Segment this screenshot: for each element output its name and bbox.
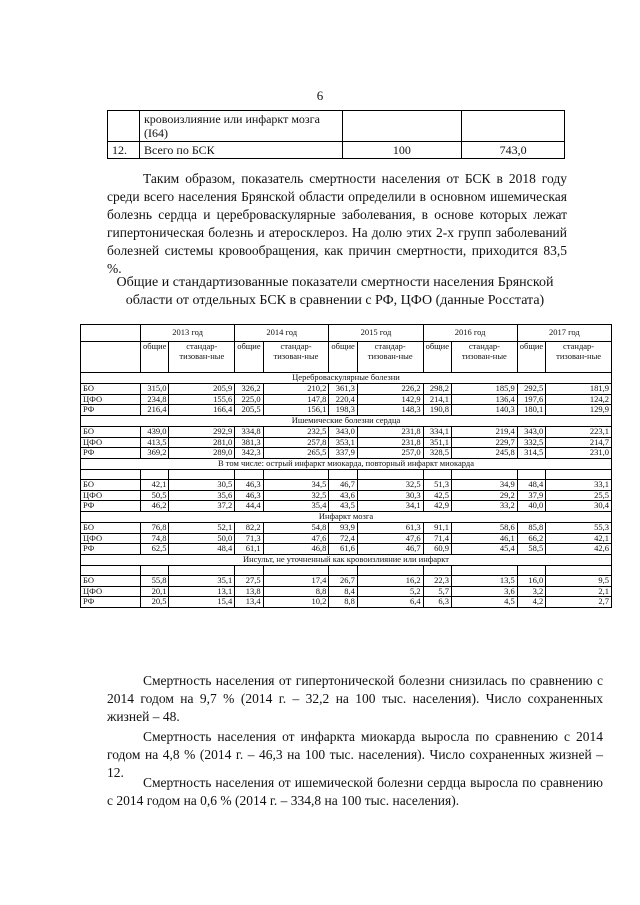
value-cell: 289,0 bbox=[169, 448, 235, 459]
value-cell: 3,2 bbox=[517, 586, 545, 597]
value-cell: 3,6 bbox=[452, 586, 518, 597]
value-cell: 205,5 bbox=[235, 405, 263, 416]
mortality-table bbox=[80, 324, 612, 608]
top-table-cell bbox=[108, 111, 140, 142]
value-cell: 93,9 bbox=[329, 523, 357, 534]
spacer-cell bbox=[81, 470, 141, 480]
value-cell: 32,5 bbox=[357, 480, 423, 491]
page-number: 6 bbox=[316, 88, 324, 103]
region-cell: БО bbox=[81, 384, 141, 395]
value-cell: 42,5 bbox=[423, 490, 451, 501]
table-caption: Общие и стандартизованные показатели смертности населения Брянской области от отдельных БСК в сравнении с РФ, ЦФО (данные Росстата) bbox=[116, 275, 554, 308]
value-cell: 42,1 bbox=[141, 480, 169, 491]
value-cell: 381,3 bbox=[235, 437, 263, 448]
spacer-cell bbox=[169, 566, 235, 576]
value-cell: 30,4 bbox=[546, 501, 612, 512]
value-cell: 190,8 bbox=[423, 405, 451, 416]
value-cell: 13,1 bbox=[169, 586, 235, 597]
value-cell: 91,1 bbox=[423, 523, 451, 534]
value-cell: 136,4 bbox=[452, 394, 518, 405]
section-row bbox=[81, 459, 612, 470]
value-cell: 343,0 bbox=[329, 427, 357, 438]
value-cell: 181,9 bbox=[546, 384, 612, 395]
general-header: общие bbox=[517, 342, 545, 373]
value-cell: 257,0 bbox=[357, 448, 423, 459]
section-row bbox=[81, 373, 612, 384]
value-cell: 72,4 bbox=[329, 533, 357, 544]
value-cell: 61,1 bbox=[235, 544, 263, 555]
spacer-cell bbox=[517, 566, 545, 576]
value-cell: 8,8 bbox=[329, 597, 357, 608]
value-cell: 281,0 bbox=[169, 437, 235, 448]
top-table bbox=[107, 110, 565, 159]
value-cell: 43,5 bbox=[329, 501, 357, 512]
value-cell: 82,2 bbox=[235, 523, 263, 534]
region-cell: БО bbox=[81, 576, 141, 587]
value-cell: 214,7 bbox=[546, 437, 612, 448]
value-cell: 332,5 bbox=[517, 437, 545, 448]
value-cell: 129,9 bbox=[546, 405, 612, 416]
value-cell: 292,9 bbox=[169, 427, 235, 438]
value-cell: 47,6 bbox=[263, 533, 329, 544]
value-cell: 342,3 bbox=[235, 448, 263, 459]
value-cell: 2,1 bbox=[546, 586, 612, 597]
value-cell: 229,7 bbox=[452, 437, 518, 448]
value-cell: 35,6 bbox=[169, 490, 235, 501]
region-cell: РФ bbox=[81, 501, 141, 512]
value-cell: 33,2 bbox=[452, 501, 518, 512]
general-header: общие bbox=[235, 342, 263, 373]
value-cell: 156,1 bbox=[263, 405, 329, 416]
spacer-cell bbox=[81, 566, 141, 576]
value-cell: 142,9 bbox=[357, 394, 423, 405]
value-cell: 13,4 bbox=[235, 597, 263, 608]
value-cell: 17,4 bbox=[263, 576, 329, 587]
value-cell: 33,1 bbox=[546, 480, 612, 491]
value-cell: 22,3 bbox=[423, 576, 451, 587]
value-cell: 205,9 bbox=[169, 384, 235, 395]
value-cell: 71,4 bbox=[423, 533, 451, 544]
spacer-cell bbox=[357, 566, 423, 576]
value-cell: 197,6 bbox=[517, 394, 545, 405]
value-cell: 315,0 bbox=[141, 384, 169, 395]
value-cell: 198,3 bbox=[329, 405, 357, 416]
value-cell: 6,3 bbox=[423, 597, 451, 608]
value-cell: 326,2 bbox=[235, 384, 263, 395]
value-cell: 34,1 bbox=[357, 501, 423, 512]
value-cell: 353,1 bbox=[329, 437, 357, 448]
value-cell: 10,2 bbox=[263, 597, 329, 608]
standardized-header: стандар-тизован-ные bbox=[546, 342, 612, 373]
value-cell: 231,8 bbox=[357, 437, 423, 448]
value-cell: 55,3 bbox=[546, 523, 612, 534]
value-cell: 257,8 bbox=[263, 437, 329, 448]
value-cell: 226,2 bbox=[357, 384, 423, 395]
value-cell: 58,6 bbox=[452, 523, 518, 534]
spacer-cell bbox=[235, 566, 263, 576]
value-cell: 292,5 bbox=[517, 384, 545, 395]
value-cell: 54,8 bbox=[263, 523, 329, 534]
region-cell: ЦФО bbox=[81, 533, 141, 544]
top-table-cell: 12. bbox=[108, 142, 140, 159]
value-cell: 48,4 bbox=[517, 480, 545, 491]
value-cell: 50,5 bbox=[141, 490, 169, 501]
top-table-cell: 743,0 bbox=[462, 142, 565, 159]
table-row bbox=[81, 384, 612, 395]
value-cell: 13,5 bbox=[452, 576, 518, 587]
value-cell: 50,0 bbox=[169, 533, 235, 544]
value-cell: 219,4 bbox=[452, 427, 518, 438]
value-cell: 180,1 bbox=[517, 405, 545, 416]
corner-cell bbox=[81, 342, 141, 373]
year-header: 2013 год bbox=[141, 325, 235, 342]
table-row bbox=[81, 394, 612, 405]
value-cell: 328,5 bbox=[423, 448, 451, 459]
value-cell: 5,2 bbox=[357, 586, 423, 597]
subheader-row bbox=[81, 342, 612, 373]
spacer-cell bbox=[235, 470, 263, 480]
hypertension-paragraph: Смертность населения от гипертонической болезни снизилась по сравнению с 2014 годом на 9,7 % (2014 г. – 32,2 на 100 тыс. населения). Число сохраненных жизней – 48. bbox=[107, 673, 603, 724]
summary-paragraph: Таким образом, показатель смертности населения от БСК в 2018 году среди всего населения Брянской области определили в основном ишемическая болезнь сердца и цереброваскулярные заболевания, в основе которых лежат гипертоническая болезнь и атеросклероз. На долю этих 2-х групп заболеваний болезней системы кровообращения, как причин смертности, приходится 83,5 %. bbox=[107, 171, 567, 276]
value-cell: 210,2 bbox=[263, 384, 329, 395]
spacer-cell bbox=[141, 470, 169, 480]
spacer-row bbox=[81, 566, 612, 576]
value-cell: 15,4 bbox=[169, 597, 235, 608]
value-cell: 16,0 bbox=[517, 576, 545, 587]
corner-cell bbox=[81, 325, 141, 342]
table-row bbox=[81, 597, 612, 608]
value-cell: 343,0 bbox=[517, 427, 545, 438]
value-cell: 234,8 bbox=[141, 394, 169, 405]
region-cell: ЦФО bbox=[81, 586, 141, 597]
value-cell: 9,5 bbox=[546, 576, 612, 587]
standardized-header: стандар-тизован-ные bbox=[452, 342, 518, 373]
value-cell: 46,8 bbox=[263, 544, 329, 555]
spacer-cell bbox=[517, 470, 545, 480]
value-cell: 148,3 bbox=[357, 405, 423, 416]
section-row bbox=[81, 512, 612, 523]
general-header: общие bbox=[329, 342, 357, 373]
table-row bbox=[81, 490, 612, 501]
general-header: общие bbox=[423, 342, 451, 373]
value-cell: 51,3 bbox=[423, 480, 451, 491]
value-cell: 61,3 bbox=[357, 523, 423, 534]
top-table-cell: 100 bbox=[342, 142, 462, 159]
value-cell: 140,3 bbox=[452, 405, 518, 416]
value-cell: 60,9 bbox=[423, 544, 451, 555]
year-header: 2015 год bbox=[329, 325, 423, 342]
value-cell: 71,3 bbox=[235, 533, 263, 544]
region-cell: ЦФО bbox=[81, 394, 141, 405]
value-cell: 48,4 bbox=[169, 544, 235, 555]
region-cell: БО bbox=[81, 523, 141, 534]
value-cell: 42,1 bbox=[546, 533, 612, 544]
value-cell: 369,2 bbox=[141, 448, 169, 459]
value-cell: 25,5 bbox=[546, 490, 612, 501]
year-header: 2016 год bbox=[423, 325, 517, 342]
value-cell: 334,8 bbox=[235, 427, 263, 438]
section-row bbox=[81, 416, 612, 427]
table-row bbox=[81, 544, 612, 555]
spacer-cell bbox=[452, 566, 518, 576]
top-table-cell: кровоизлияние или инфаркт мозга (I64) bbox=[139, 111, 342, 142]
spacer-cell bbox=[263, 566, 329, 576]
region-cell: РФ bbox=[81, 405, 141, 416]
ischemic-paragraph: Смертность населения от ишемической болезни сердца выросла по сравнению с 2014 годом на 0,6 % (2014 г. – 334,8 на 100 тыс. населения). bbox=[107, 775, 603, 808]
value-cell: 66,2 bbox=[517, 533, 545, 544]
value-cell: 155,6 bbox=[169, 394, 235, 405]
value-cell: 8,8 bbox=[263, 586, 329, 597]
year-header: 2017 год bbox=[517, 325, 611, 342]
value-cell: 124,2 bbox=[546, 394, 612, 405]
table-row bbox=[81, 501, 612, 512]
general-header: общие bbox=[141, 342, 169, 373]
value-cell: 20,1 bbox=[141, 586, 169, 597]
spacer-cell bbox=[546, 470, 612, 480]
section-title: Инфаркт мозга bbox=[81, 512, 612, 523]
standardized-header: стандар-тизован-ные bbox=[357, 342, 423, 373]
section-title: Цереброваскулярные болезни bbox=[81, 373, 612, 384]
value-cell: 43,6 bbox=[329, 490, 357, 501]
top-table-row bbox=[108, 111, 565, 142]
value-cell: 147,8 bbox=[263, 394, 329, 405]
value-cell: 46,3 bbox=[235, 490, 263, 501]
value-cell: 231,0 bbox=[546, 448, 612, 459]
value-cell: 45,4 bbox=[452, 544, 518, 555]
value-cell: 26,7 bbox=[329, 576, 357, 587]
value-cell: 35,4 bbox=[263, 501, 329, 512]
spacer-cell bbox=[169, 470, 235, 480]
section-title: Ишемические болезни сердца bbox=[81, 416, 612, 427]
value-cell: 32,5 bbox=[263, 490, 329, 501]
value-cell: 20,5 bbox=[141, 597, 169, 608]
value-cell: 61,6 bbox=[329, 544, 357, 555]
table-row bbox=[81, 533, 612, 544]
value-cell: 265,5 bbox=[263, 448, 329, 459]
value-cell: 16,2 bbox=[357, 576, 423, 587]
spacer-cell bbox=[329, 470, 357, 480]
region-cell: БО bbox=[81, 427, 141, 438]
section-row bbox=[81, 555, 612, 566]
spacer-cell bbox=[141, 566, 169, 576]
value-cell: 40,0 bbox=[517, 501, 545, 512]
spacer-cell bbox=[452, 470, 518, 480]
value-cell: 4,2 bbox=[517, 597, 545, 608]
value-cell: 46,7 bbox=[357, 544, 423, 555]
top-table-row bbox=[108, 142, 565, 159]
value-cell: 46,1 bbox=[452, 533, 518, 544]
value-cell: 62,5 bbox=[141, 544, 169, 555]
section-title: В том числе: острый инфаркт миокарда, повторный инфаркт миокарда bbox=[81, 459, 612, 470]
value-cell: 74,8 bbox=[141, 533, 169, 544]
value-cell: 185,9 bbox=[452, 384, 518, 395]
value-cell: 361,3 bbox=[329, 384, 357, 395]
value-cell: 42,9 bbox=[423, 501, 451, 512]
value-cell: 35,1 bbox=[169, 576, 235, 587]
value-cell: 5,7 bbox=[423, 586, 451, 597]
value-cell: 37,9 bbox=[517, 490, 545, 501]
spacer-cell bbox=[329, 566, 357, 576]
region-cell: ЦФО bbox=[81, 490, 141, 501]
standardized-header: стандар-тизован-ные bbox=[169, 342, 235, 373]
value-cell: 76,8 bbox=[141, 523, 169, 534]
value-cell: 2,7 bbox=[546, 597, 612, 608]
value-cell: 34,9 bbox=[452, 480, 518, 491]
value-cell: 232,5 bbox=[263, 427, 329, 438]
value-cell: 44,4 bbox=[235, 501, 263, 512]
table-row bbox=[81, 576, 612, 587]
table-row bbox=[81, 448, 612, 459]
value-cell: 46,3 bbox=[235, 480, 263, 491]
table-row bbox=[81, 427, 612, 438]
value-cell: 6,4 bbox=[357, 597, 423, 608]
value-cell: 314,5 bbox=[517, 448, 545, 459]
region-cell: ЦФО bbox=[81, 437, 141, 448]
value-cell: 231,8 bbox=[357, 427, 423, 438]
region-cell: РФ bbox=[81, 544, 141, 555]
value-cell: 29,2 bbox=[452, 490, 518, 501]
spacer-cell bbox=[423, 566, 451, 576]
table-row bbox=[81, 480, 612, 491]
value-cell: 55,8 bbox=[141, 576, 169, 587]
table-row bbox=[81, 405, 612, 416]
top-table-cell bbox=[342, 111, 462, 142]
spacer-cell bbox=[546, 566, 612, 576]
region-cell: РФ bbox=[81, 597, 141, 608]
value-cell: 30,3 bbox=[357, 490, 423, 501]
value-cell: 30,5 bbox=[169, 480, 235, 491]
year-header: 2014 год bbox=[235, 325, 329, 342]
spacer-row bbox=[81, 470, 612, 480]
region-cell: БО bbox=[81, 480, 141, 491]
value-cell: 351,1 bbox=[423, 437, 451, 448]
value-cell: 46,2 bbox=[141, 501, 169, 512]
value-cell: 46,7 bbox=[329, 480, 357, 491]
value-cell: 37,2 bbox=[169, 501, 235, 512]
value-cell: 223,1 bbox=[546, 427, 612, 438]
region-cell: РФ bbox=[81, 448, 141, 459]
value-cell: 8,4 bbox=[329, 586, 357, 597]
value-cell: 245,8 bbox=[452, 448, 518, 459]
value-cell: 334,1 bbox=[423, 427, 451, 438]
infarction-paragraph: Смертность населения от инфаркта миокарда выросла по сравнению с 2014 годом на 4,8 % (2014 г. – 46,3 на 100 тыс. населения). Число сохраненных жизней – 12. bbox=[107, 729, 603, 780]
table-row bbox=[81, 586, 612, 597]
value-cell: 42,6 bbox=[546, 544, 612, 555]
table-row bbox=[81, 437, 612, 448]
table-row bbox=[81, 523, 612, 534]
value-cell: 166,4 bbox=[169, 405, 235, 416]
value-cell: 214,1 bbox=[423, 394, 451, 405]
section-title: Инсульт, не уточненный как кровоизлияние или инфаркт bbox=[81, 555, 612, 566]
spacer-cell bbox=[423, 470, 451, 480]
value-cell: 52,1 bbox=[169, 523, 235, 534]
value-cell: 47,6 bbox=[357, 533, 423, 544]
value-cell: 413,5 bbox=[141, 437, 169, 448]
value-cell: 220,4 bbox=[329, 394, 357, 405]
top-table-cell bbox=[462, 111, 565, 142]
value-cell: 298,2 bbox=[423, 384, 451, 395]
spacer-cell bbox=[357, 470, 423, 480]
value-cell: 439,0 bbox=[141, 427, 169, 438]
value-cell: 225,0 bbox=[235, 394, 263, 405]
value-cell: 13,8 bbox=[235, 586, 263, 597]
value-cell: 337,9 bbox=[329, 448, 357, 459]
value-cell: 27,5 bbox=[235, 576, 263, 587]
spacer-cell bbox=[263, 470, 329, 480]
value-cell: 58,5 bbox=[517, 544, 545, 555]
year-header-row bbox=[81, 325, 612, 342]
top-table-cell: Всего по БСК bbox=[139, 142, 342, 159]
value-cell: 85,8 bbox=[517, 523, 545, 534]
value-cell: 216,4 bbox=[141, 405, 169, 416]
standardized-header: стандар-тизован-ные bbox=[263, 342, 329, 373]
value-cell: 4,5 bbox=[452, 597, 518, 608]
value-cell: 34,5 bbox=[263, 480, 329, 491]
